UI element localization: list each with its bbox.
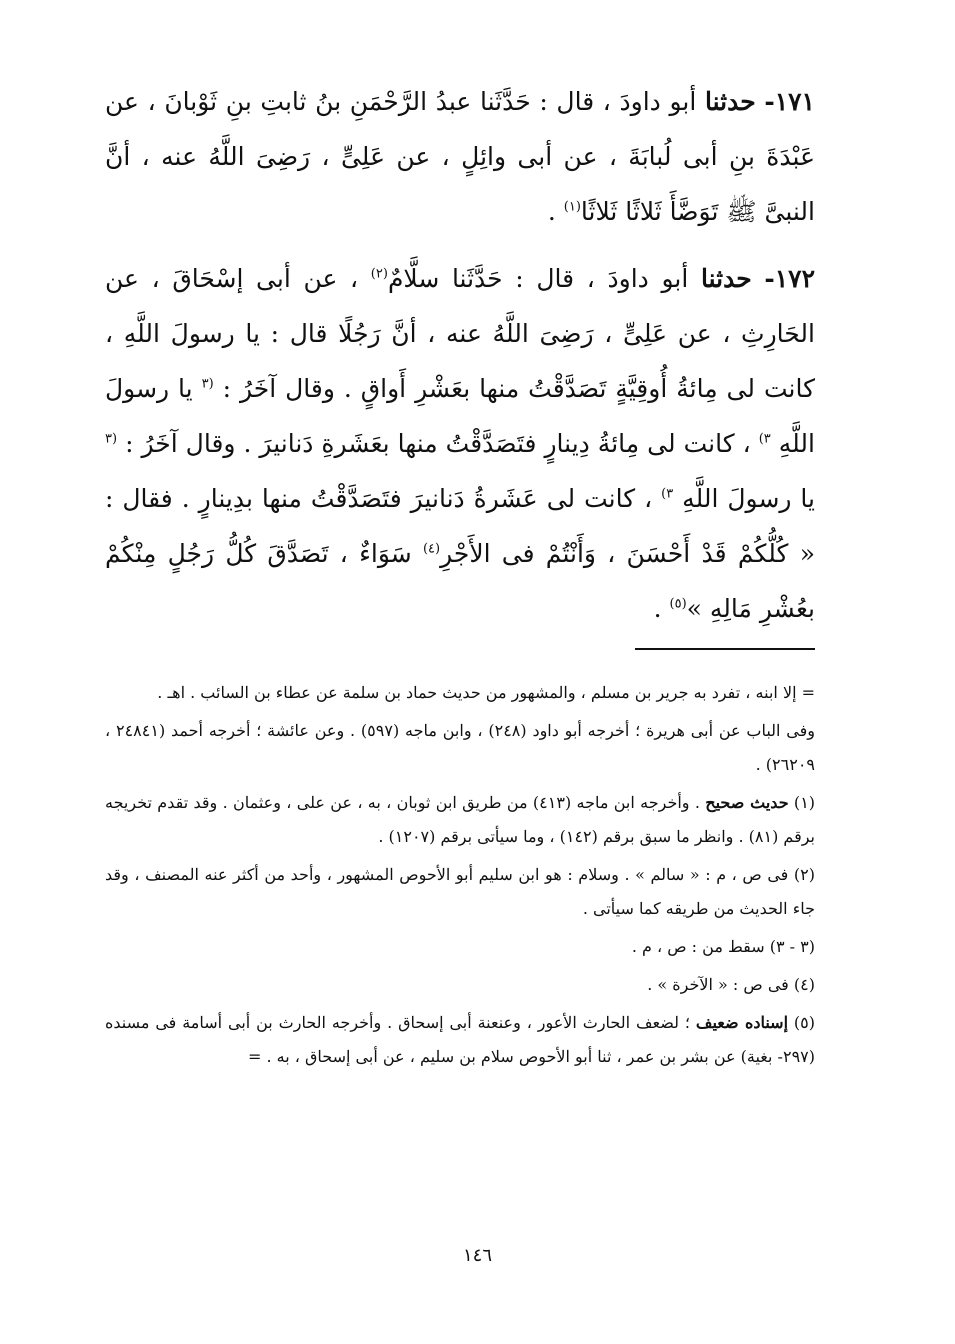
hadith-number: ١٧١-	[764, 87, 815, 116]
footnote-ref: (٣	[201, 376, 214, 392]
hadith-text: أبو داودَ ، قال : حَدَّثَنا سلَّامٌ	[387, 264, 689, 293]
hadith-text: يا رسولَ اللَّهِ	[105, 374, 815, 458]
hadith-text: ، كانت لى مِائةُ دِينارٍ فتَصَدَّقْتُ منها بعَشَرةِ دَنانيرَ . وقال آخَرُ :	[125, 429, 751, 458]
footnote-text: . وأخرجه ابن ماجه (٤١٣) من طريق ابن ثوبان ، به ، عن على ، وعثمان . وقد تقدم تخريجه برقم (٨١) . وانظر ما سبق برقم (١٤٢) ، وما سيأتى برقم (١٢٠٧) .	[105, 793, 815, 846]
footnote-text: (٤) فى ص : « الآخرة » .	[647, 975, 815, 994]
footnote-text: وفى الباب عن أبى هريرة ؛ أخرجه أبو داود (٢٤٨) ، وابن ماجه (٥٩٧) . وعن عائشة ؛ أخرجه أحمد (٢٤٨٤١ ، ٢٦٢٠٩) .	[105, 721, 815, 774]
main-text	[105, 74, 815, 648]
hadith-lead-word: حدثنا	[704, 87, 756, 116]
footnote-item	[105, 676, 815, 710]
footnote-number: (٥)	[788, 1013, 816, 1032]
footnote-grade: حديث صحيح	[705, 793, 789, 812]
footnote-grade: إسناده ضعيف	[695, 1013, 789, 1032]
footnote-text: ؛ لضعف الحارث الأعور ، وعنعنة أبى إسحاق . وأخرجه الحارث بن أبى أسامة فى مسنده (٢٩٧- بغية) عن بشر بن عمر ، ثنا أبو الأحوص سلام بن سليم ، عن أبى إسحاق ، به . =	[105, 1013, 815, 1066]
hadith-172	[105, 251, 815, 636]
footnote-ref: (٣	[105, 431, 118, 447]
footnote-item	[105, 968, 815, 1002]
footnote-ref: (٥)	[669, 596, 687, 612]
hadith-text: ، كانت لى عَشَرةُ دَنانيرَ فتَصَدَّقْتُ منها بدِينارٍ . فقال : « كُلُّكُمْ قَدْ أَحْسَنَ ، وَأَنْتُمْ فى الأَجْرِ	[105, 484, 815, 568]
hadith-171	[105, 74, 815, 239]
footnote-ref: ٣)	[758, 431, 771, 447]
footnote-item	[105, 714, 815, 782]
footnote-text: (٣ - ٣) سقط من : ص ، م .	[631, 937, 815, 956]
hadith-text: سَوَاءٌ ، تَصَدَّقَ كُلُّ رَجُلٍ مِنْكُمْ بعُشْرِ مَالِهِ »	[105, 539, 815, 623]
footnote-ref: (٢)	[370, 266, 388, 282]
footnote-ref: ٣)	[661, 486, 674, 502]
hadith-end: .	[547, 197, 564, 226]
hadith-end: .	[653, 594, 670, 623]
footnote-item	[105, 930, 815, 964]
footnote-ref: (٤)	[422, 541, 441, 557]
footnotes	[105, 676, 815, 1078]
hadith-text: يا رسولَ اللَّهِ	[673, 484, 816, 513]
hadith-text: أبو داودَ ، قال : حَدَّثَنا عبدُ الرَّحْمَنِ بنُ ثابتِ بنِ ثَوْبانَ ، عن عَبْدَةَ بنِ أبى لُبابَةَ ، عن أبى وائِلٍ ، عن عَلِىٍّ ، رَضِىَ اللَّهُ عنه ، أنَّ النبىَّ ﷺ تَوَضَّأَ ثَلاثًا ثَلاثًا	[105, 87, 815, 226]
footnote-item	[105, 786, 815, 854]
page-number: ١٤٦	[462, 1245, 492, 1266]
footnote-text: = إلا ابنه ، تفرد به جرير بن مسلم ، والمشهور من حديث حماد بن سلمة عن عطاء بن السائب . اهـ .	[157, 683, 815, 702]
footnote-item	[105, 1006, 815, 1074]
footnote-divider	[635, 648, 815, 650]
hadith-text: ، عن أبى إسْحَاقَ ، عن الحَارِثِ ، عن عَلِىٍّ ، رَضِىَ اللَّهُ عنه ، أنَّ رَجُلًا قال : يا رسولَ اللَّهِ ، كانت لى مِائةُ أُوقِيَّةٍ تَصَدَّقْتُ منها بعَشْرِ أَواقٍ . وقال آخَرُ :	[105, 264, 815, 403]
footnote-text: (٢) فى ص ، م : « سالم » . وسلام : هو ابن سليم أبو الأحوص المشهور ، وأحد من أكثر عنه المصنف ، وقد جاء الحديث من طريقه كما سيأتى .	[105, 865, 815, 918]
footnote-ref: (١)	[563, 199, 581, 215]
hadith-lead-word: حدثنا	[700, 264, 752, 293]
hadith-number: ١٧٢-	[764, 264, 816, 293]
footnote-item	[105, 858, 815, 926]
footnote-number: (١)	[788, 793, 816, 812]
